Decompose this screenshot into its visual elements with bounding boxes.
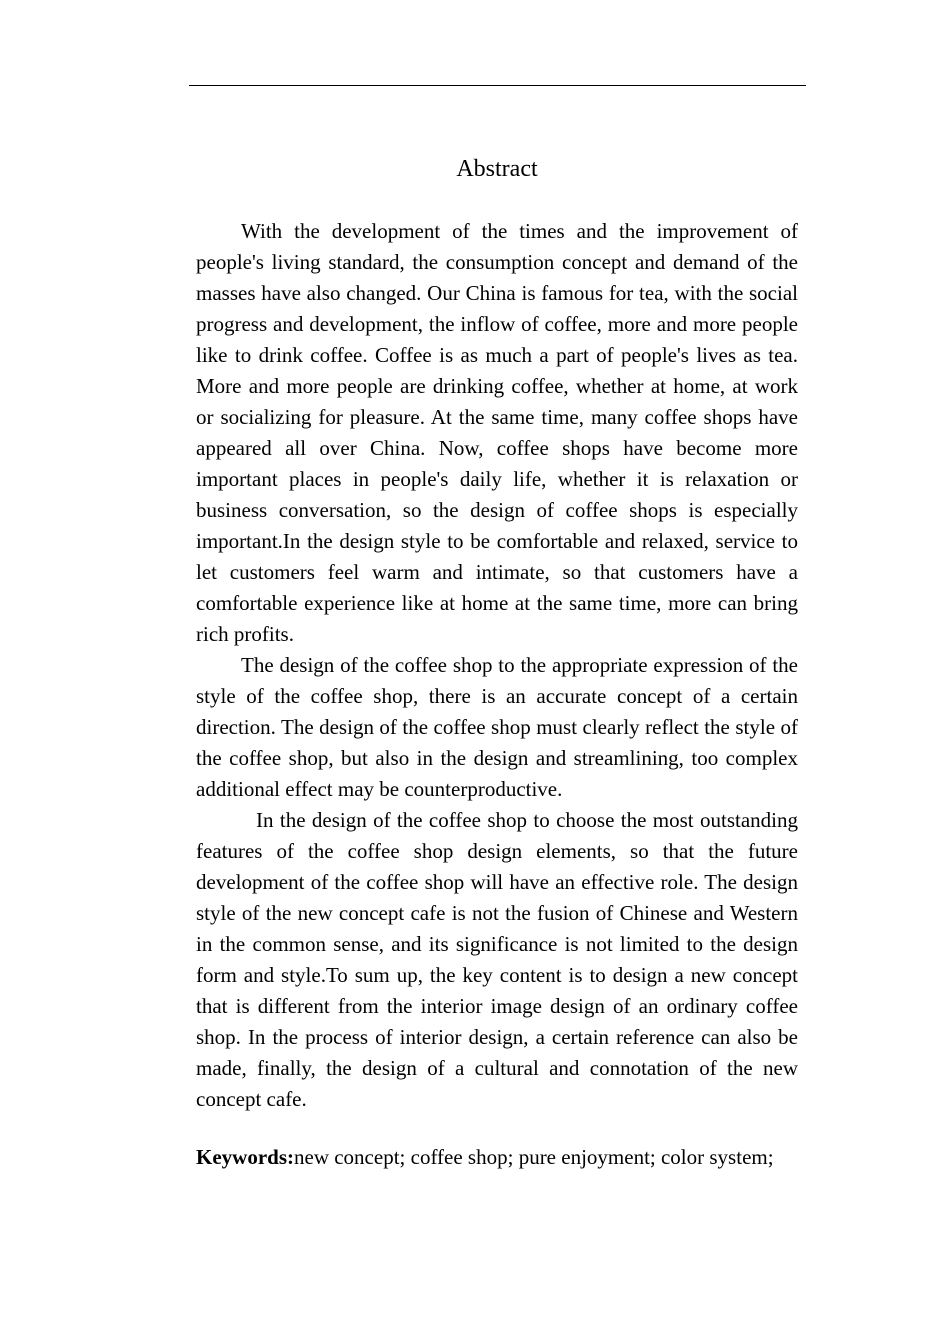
abstract-paragraph-3: In the design of the coffee shop to choose the most outstanding features of the coffee shop design elements, so that the future development of the coffee shop will have an effective role. The design style of the new concept cafe is not the fusion of Chinese and Western in the common sense, and its significance is not limited to the design form and style.To sum up, the key content is to design a new concept that is different from the interior image design of an ordinary coffee shop. In the process of interior design, a certain reference can also be made, finally, the design of a cultural and connotation of the new concept cafe.: [196, 808, 798, 1111]
abstract-body: [196, 216, 798, 1115]
abstract-title: Abstract: [456, 156, 538, 182]
keywords-text: new concept; coffee shop; pure enjoyment; color system;: [294, 1145, 774, 1169]
header-rule: [189, 85, 806, 86]
keywords-label: Keywords:: [196, 1145, 294, 1169]
keywords-line: [196, 1142, 798, 1173]
abstract-paragraph-2: The design of the coffee shop to the appropriate expression of the style of the coffee shop, there is an accurate concept of a certain direction. The design of the coffee shop must clearly reflect the style of the coffee shop, but also in the design and streamlining, too complex additional effect may be counterproductive.: [196, 653, 798, 801]
abstract-paragraph-1: With the development of the times and the improvement of people's living standard, the consumption concept and demand of the masses have also changed. Our China is famous for tea, with the social progress and development, the inflow of coffee, more and more people like to drink coffee. Coffee is as much a part of people's lives as tea. More and more people are drinking coffee, whether at home, at work or socializing for pleasure. At the same time, many coffee shops have appeared all over China. Now, coffee shops have become more important places in people's daily life, whether it is relaxation or business conversation, so the design of coffee shops is especially important.In the design style to be comfortable and relaxed, service to let customers feel warm and intimate, so that customers have a comfortable experience like at home at the same time, more can bring rich profits.: [196, 219, 798, 646]
